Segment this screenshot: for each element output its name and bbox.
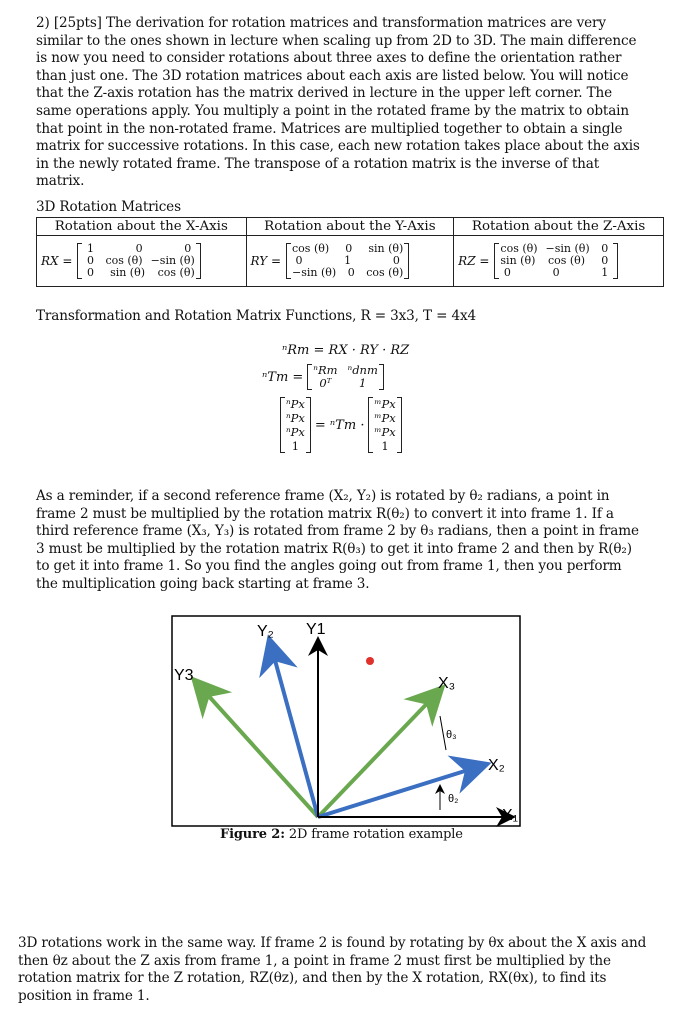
rz-cell: 0 (601, 254, 609, 267)
rz-label: RZ = (458, 254, 490, 268)
problem-paragraph: 2) [25pts] The derivation for rotation matrices and transformation matrices are very similar to the ones shown in lecture when scaling up from 2D to 3D. The main difference is now you need to consider rotations about three axes to define the orientation rather than just one. The 3D rotation matrices about each axis are listed below. You will notice that the Z-axis rotation has the matrix derived in lecture in the upper left corner. The same operations apply. You multiply a point in the rotated frame by the matrix to obtain that point in the non-rotated frame. Matrices are multiplied together to obtain a single matrix for successive rotations. In this case, each new rotation takes place about the axis in the newly rotated frame. The transpose of a rotation matrix is the inverse of that matrix. (36, 15, 640, 190)
vec-right-3: 1 (381, 439, 389, 453)
rz-cell: 0 (601, 242, 609, 255)
label-x1: X₁ (502, 807, 519, 824)
transform-lhs: ⁿTm = (262, 369, 304, 385)
rx-cell: cos (θ) (105, 254, 143, 267)
label-theta3: θ₃ (446, 729, 457, 741)
equation-point-transform (280, 397, 402, 453)
rx-cell: 0 (86, 266, 94, 279)
ry-cell: cos (θ) (366, 266, 404, 279)
ry-row (292, 267, 403, 279)
rx-cell: −sin (θ) (150, 254, 195, 267)
transform-r21: 0ᵀ (319, 376, 332, 390)
rotation-matrices-table (36, 217, 664, 287)
rx-cell: 0 (86, 254, 94, 267)
closing-paragraph: 3D rotations work in the same way. If frame 2 is found by rotating by θx about the X axis and then θz about the Z axis from frame 1, a point in frame 2 must first be multiplied by the rotation matrix for the Z rotation, RZ(θz), and then by the X rotation, RX(θx), to find its position in frame 1. (18, 935, 647, 1004)
header-x-axis: Rotation about the X-Axis (37, 218, 247, 236)
ry-cell: cos (θ) (292, 242, 330, 255)
ry-label: RY = (250, 254, 282, 268)
label-y1: Y1 (306, 621, 326, 638)
rx-cell: 1 (86, 242, 94, 255)
vec-left-3: 1 (291, 439, 300, 453)
point-transform-mid: = ⁿTm · (314, 417, 365, 433)
rx-row (83, 267, 194, 279)
vec-right-2: ᵐPx (374, 425, 396, 439)
rx-cell: 0 (135, 242, 143, 255)
reminder-paragraph: As a reminder, if a second reference frame (X₂, Y₂) is rotated by θ₂ radians, a point in frame 2 must be multiplied by the rotation matrix R(θ₂) to convert it into frame 1. If a third reference frame (X₃, Y₃) is rotated from frame 2 by θ₃ radians, then a point in frame 3 must be multiplied by the rotation matrix R(θ₃) to get it into frame 2 and then by R(θ₂) to get it into frame 1. So you find the angles going out from frame 1, then you perform the multiplication going back starting at frame 3. (36, 488, 639, 592)
label-x3: X₃ (438, 675, 456, 692)
rz-matrix (458, 243, 618, 279)
transform-r11: ⁿRm (313, 363, 338, 377)
header-z-axis: Rotation about the Z-Axis (454, 218, 664, 236)
functions-heading: Transformation and Rotation Matrix Functions, R = 3x3, T = 4x4 (36, 308, 476, 324)
rx-cell: sin (θ) (110, 266, 146, 279)
figure-caption-rest: 2D frame rotation example (284, 827, 463, 842)
label-theta2: θ₂ (448, 793, 459, 805)
point-marker (366, 657, 374, 665)
vec-right-1: ᵐPx (374, 411, 396, 425)
transform-r22: 1 (359, 376, 367, 390)
rx-cell: 0 (184, 242, 192, 255)
ry-cell: 0 (295, 254, 303, 267)
ry-cell: 0 (347, 266, 355, 279)
label-x2: X₂ (488, 757, 505, 774)
rotation-table-title: 3D Rotation Matrices (36, 199, 181, 215)
rx-label: RX = (41, 254, 73, 268)
ry-cell: 0 (392, 254, 400, 267)
rz-cell: −sin (θ) (545, 242, 590, 255)
equation-rotation-product: ⁿRm = RX · RY · RZ (282, 343, 410, 358)
figure-caption-bold: Figure 2: (220, 827, 285, 842)
label-y3: Y3 (174, 667, 194, 684)
ry-cell: sin (θ) (368, 242, 404, 255)
rz-cell: sin (θ) (500, 254, 536, 267)
ry-cell: −sin (θ) (292, 266, 337, 279)
vector-m-p (368, 397, 401, 453)
rz-cell: 0 (503, 266, 511, 279)
vec-left-0: ⁿPx (286, 397, 305, 411)
label-y2: Y₂ (257, 623, 274, 640)
rx-matrix (41, 243, 201, 279)
rz-cell: cos (θ) (547, 254, 586, 267)
rz-cell: cos (θ) (500, 242, 538, 255)
header-y-axis: Rotation about the Y-Axis (246, 218, 454, 236)
figure-frame (172, 616, 520, 826)
transform-r12: ⁿdnm (347, 363, 378, 377)
figure-caption (220, 826, 463, 844)
equation-transform-matrix (262, 364, 384, 390)
ry-cell: 0 (345, 242, 353, 255)
ry-matrix (251, 243, 410, 279)
ry-cell: 1 (344, 254, 352, 267)
vec-right-0: ᵐPx (374, 397, 396, 411)
rz-cell: 0 (552, 266, 560, 279)
frame-rotation-figure (0, 610, 674, 850)
vector-n-p (280, 397, 311, 453)
vec-left-2: ⁿPx (286, 425, 305, 439)
vec-left-1: ⁿPx (286, 411, 305, 425)
rz-row (500, 267, 611, 279)
rx-cell: cos (θ) (157, 266, 195, 279)
rz-cell: 1 (601, 266, 609, 279)
